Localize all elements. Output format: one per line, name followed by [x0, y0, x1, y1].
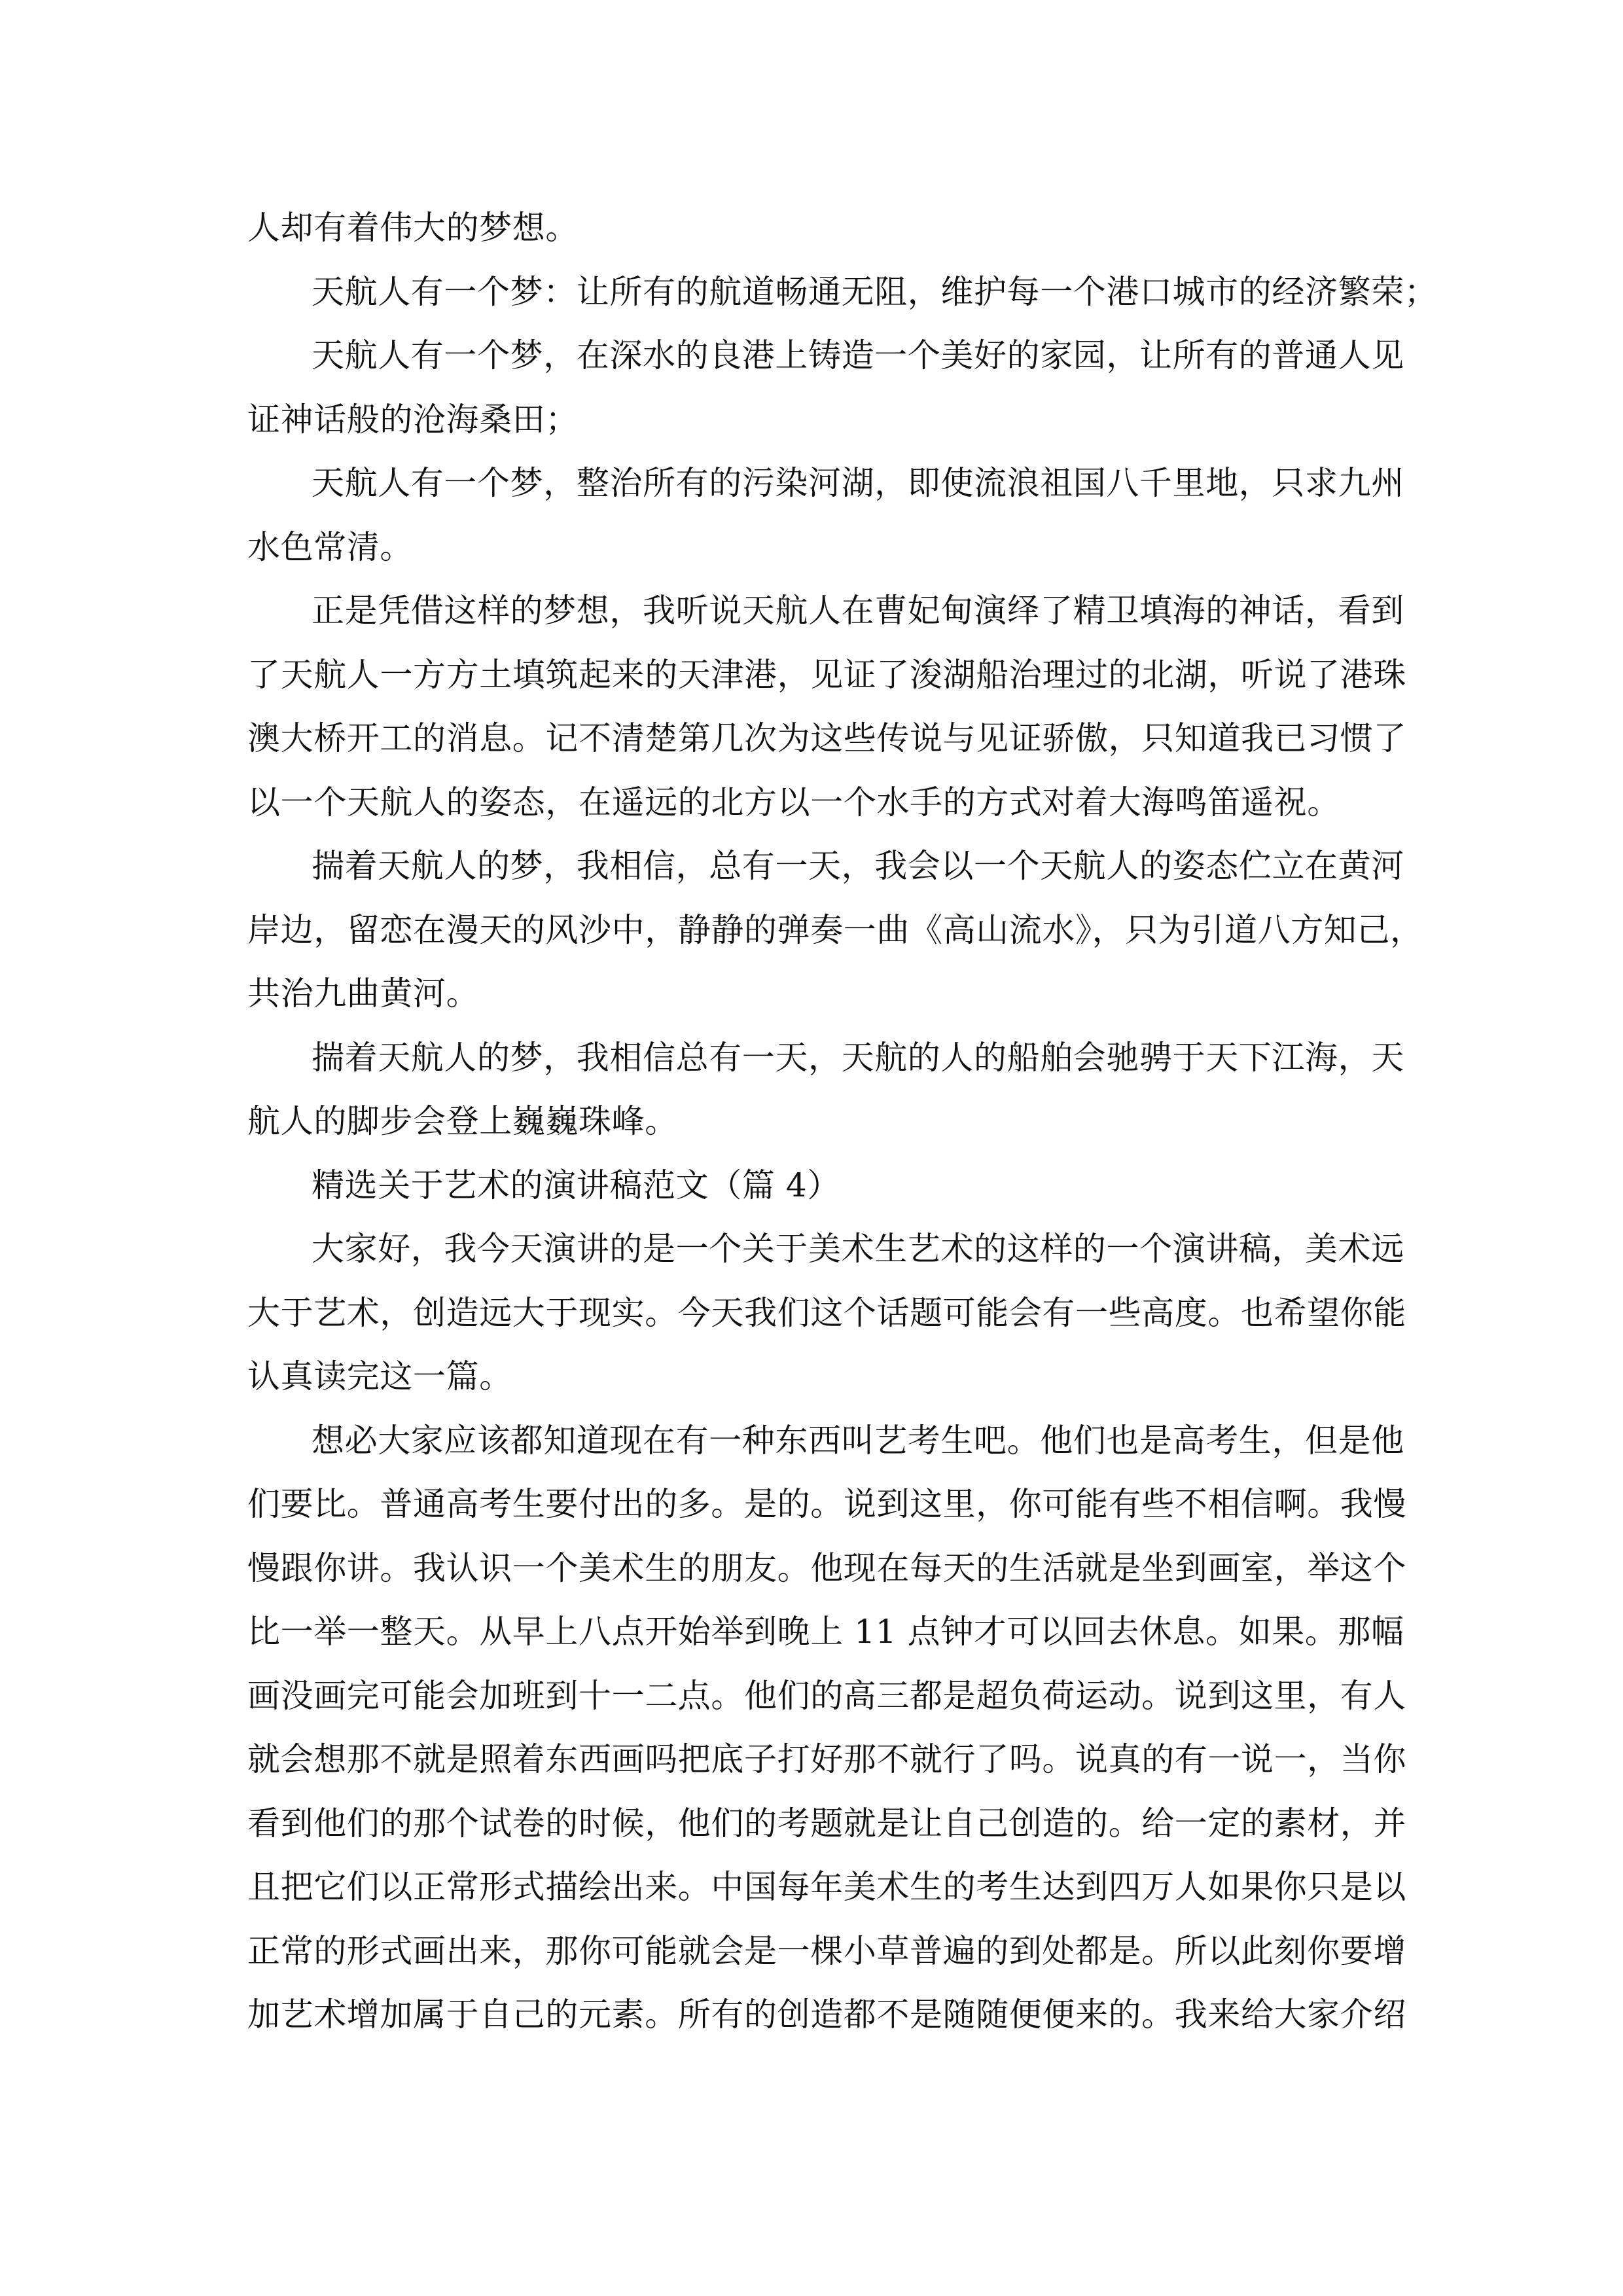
text-line: 揣着天航人的梦，我相信总有一天，天航的人的船舶会驰骋于天下江海，天 — [312, 1038, 1404, 1077]
text-line: 看到他们的那个试卷的时候，他们的考题就是让自己创造的。给一定的素材，并 — [247, 1804, 1406, 1842]
text-line: 天航人有一个梦，在深水的良港上铸造一个美好的家园，让所有的普通人见 — [312, 336, 1404, 374]
text-line: 且把它们以正常形式描绘出来。中国每年美术生的考生达到四万人如果你只是以 — [247, 1868, 1406, 1906]
section-heading: 精选关于艺术的演讲稿范文（篇 4） — [312, 1166, 840, 1204]
text-line: 加艺术增加属于自己的元素。所有的创造都不是随随便便来的。我来给大家介绍 — [247, 1996, 1406, 2034]
text-line: 航人的脚步会登上巍巍珠峰。 — [247, 1102, 678, 1140]
text-line: 水色常清。 — [247, 528, 413, 566]
text-line: 了天航人一方方土填筑起来的天津港，见证了浚湖船治理过的北湖，听说了港珠 — [247, 655, 1406, 694]
document-body — [247, 196, 1438, 2047]
text-line: 天航人有一个梦：让所有的航道畅通无阻，维护每一个港口城市的经济繁荣； — [312, 272, 1438, 311]
text-line: 证神话般的沧海桑田； — [247, 400, 579, 439]
text-line: 天航人有一个梦，整治所有的污染河湖，即使流浪祖国八千里地，只求九州 — [312, 464, 1404, 502]
text-line: 揣着天航人的梦，我相信，总有一天，我会以一个天航人的姿态伫立在黄河 — [312, 847, 1404, 885]
text-line: 以一个天航人的姿态，在遥远的北方以一个水手的方式对着大海鸣笛遥祝。 — [247, 783, 1340, 821]
text-line: 想必大家应该都知道现在有一种东西叫艺考生吧。他们也是高考生，但是他 — [312, 1421, 1404, 1460]
text-line: 比一举一整天。从早上八点开始举到晚上 11 点钟才可以回去休息。如果。那幅 — [247, 1613, 1404, 1651]
text-line: 大于艺术，创造远大于现实。今天我们这个话题可能会有一些高度。也希望你能 — [247, 1293, 1406, 1332]
text-line: 共治九曲黄河。 — [247, 975, 480, 1013]
text-line: 们要比。普通高考生要付出的多。是的。说到这里，你可能有些不相信啊。我慢 — [247, 1485, 1406, 1523]
text-line: 正是凭借这样的梦想，我听说天航人在曹妃甸演绎了精卫填海的神话，看到 — [312, 592, 1404, 630]
text-line: 慢跟你讲。我认识一个美术生的朋友。他现在每天的生活就是坐到画室，举这个 — [247, 1549, 1406, 1587]
text-line: 正常的形式画出来，那你可能就会是一棵小草普遍的到处都是。所以此刻你要增 — [247, 1931, 1406, 1970]
text-line: 岸边，留恋在漫天的风沙中，静静的弹奏一曲《高山流水》，只为引道八方知己， — [247, 910, 1423, 949]
text-line: 认真读完这一篇。 — [247, 1357, 512, 1395]
text-line: 就会想那不就是照着东西画吗把底子打好那不就行了吗。说真的有一说一，当你 — [247, 1740, 1406, 1778]
text-line: 人却有着伟大的梦想。 — [247, 209, 579, 247]
text-line: 澳大桥开工的消息。记不清楚第几次为这些传说与见证骄傲，只知道我已习惯了 — [247, 719, 1406, 757]
text-line: 大家好，我今天演讲的是一个关于美术生艺术的这样的一个演讲稿，美术远 — [312, 1230, 1404, 1268]
text-line: 画没画完可能会加班到十一二点。他们的高三都是超负荷运动。说到这里，有人 — [247, 1676, 1406, 1715]
